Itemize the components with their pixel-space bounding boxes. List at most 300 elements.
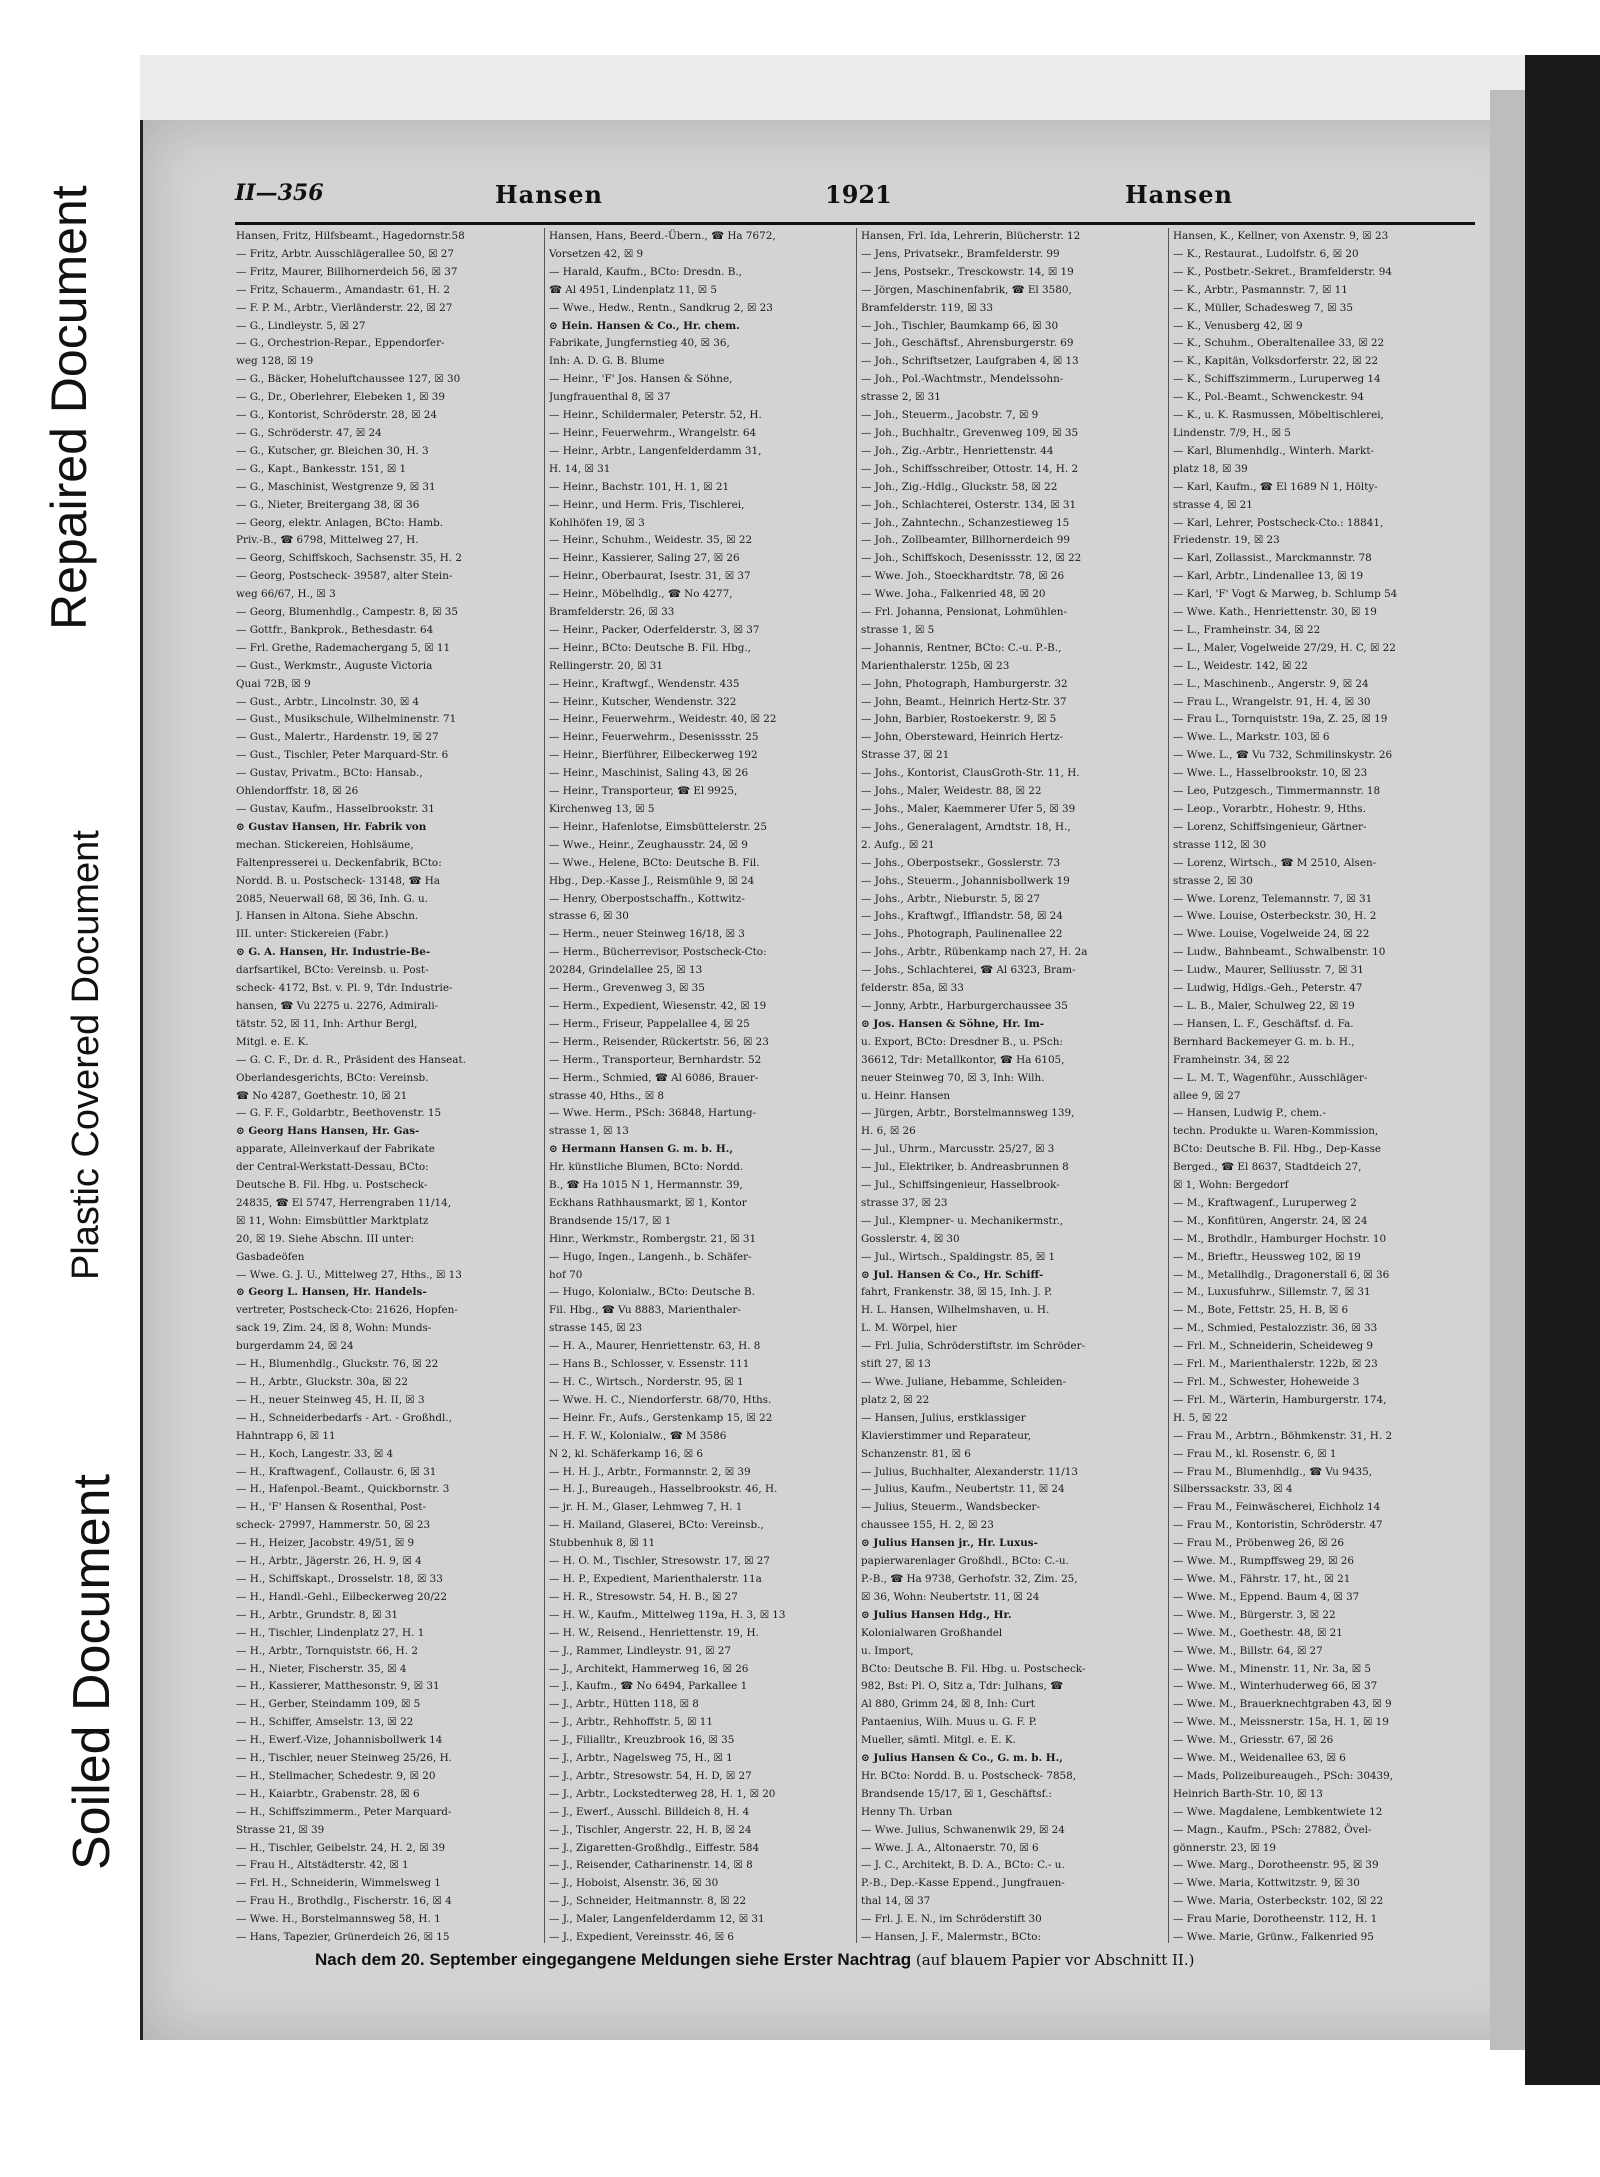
directory-entry: H. 6, ☒ 26 (861, 1125, 916, 1138)
directory-entry: Hinr., Werkmstr., Rombergstr. 21, ☒ 31 (549, 1232, 757, 1245)
directory-entry: — Fritz, Arbtr. Ausschlägerallee 50, ☒ 27 (236, 247, 454, 260)
directory-entry: — Frl. J. E. N., im Schröderstift 30 (861, 1913, 1042, 1926)
directory-entry: strasse 4, ☒ 21 (1173, 498, 1253, 511)
directory-entry: fahrt, Frankenstr. 38, ☒ 15, Inh. J. P. (861, 1286, 1053, 1299)
directory-entry: — Gust., Malertr., Hardenstr. 19, ☒ 27 (236, 731, 439, 744)
directory-entry: — G., Kutscher, gr. Bleichen 30, H. 3 (236, 444, 429, 457)
directory-entry: scheck- 4172, Bst. v. Pl. 9, Tdr. Industrie- (236, 982, 453, 995)
directory-entry: — H., 'F' Hansen & Rosenthal, Post- (236, 1501, 426, 1514)
soiled-document-label: Soiled Document (63, 1474, 121, 1870)
scan-top-margin (140, 55, 1530, 125)
directory-entry: — Wwe. M., Weidenallee 63, ☒ 6 (1173, 1752, 1346, 1765)
directory-entry: — Wwe. Herm., PSch: 36848, Hartung- (549, 1107, 756, 1120)
directory-entry: — Karl, Zollassist., Marckmannstr. 78 (1173, 552, 1372, 565)
directory-entry: — G., Maschinist, Westgrenze 9, ☒ 31 (236, 480, 436, 493)
directory-entry: — Wwe. Joh., Stoeckhardtstr. 78, ☒ 26 (861, 570, 1065, 583)
directory-entry: — Hans B., Schlosser, v. Essenstr. 111 (549, 1358, 750, 1371)
directory-entry: — Karl, Blumenhdlg., Winterh. Markt- (1173, 444, 1375, 457)
directory-entry: — H., Kaiarbtr., Grabenstr. 28, ☒ 6 (236, 1787, 420, 1800)
directory-entry: Inh: A. D. G. B. Blume (549, 355, 665, 368)
directory-entry: — Hansen, L. F., Geschäftsf. d. Fa. (1173, 1017, 1354, 1030)
directory-entry: ⊙ Hermann Hansen G. m. b. H., (549, 1143, 733, 1156)
directory-entry: — Joh., Steuerm., Jacobstr. 7, ☒ 9 (861, 409, 1039, 422)
directory-entry: — Frau M., kl. Rosenstr. 6, ☒ 1 (1173, 1447, 1337, 1460)
directory-entry: techn. Produkte u. Waren-Kommission, (1173, 1125, 1379, 1138)
directory-entry: — Jul., Uhrm., Marcusstr. 25/27, ☒ 3 (861, 1143, 1055, 1156)
directory-entry: — Wwe. L., Hasselbrookstr. 10, ☒ 23 (1173, 767, 1368, 780)
repaired-document-label: Repaired Document (41, 185, 97, 630)
directory-entry: — Heinr., Möbelhdlg., ☎ No 4277, (549, 588, 733, 601)
directory-entry: scheck- 27997, Hammerstr. 50, ☒ 23 (236, 1519, 431, 1532)
directory-entry: u. Heinr. Hansen (861, 1089, 951, 1102)
directory-entry: — Wwe. Marie, Grünw., Falkenried 95 (1173, 1931, 1374, 1943)
directory-entry: — Gustav, Kaufm., Hasselbrookstr. 31 (236, 803, 435, 815)
directory-entry: — Heinr., Kutscher, Wendenstr. 322 (549, 695, 737, 708)
directory-entry: Ohlendorffstr. 18, ☒ 26 (236, 785, 359, 798)
directory-entry: — H., Koch, Langestr. 33, ☒ 4 (236, 1447, 394, 1460)
directory-entry: — H., Kassierer, Matthesonstr. 9, ☒ 31 (236, 1680, 440, 1693)
directory-entry: — K., Venusberg 42, ☒ 9 (1173, 319, 1303, 332)
directory-entry: — H., Arbtr., Gluckstr. 30a, ☒ 22 (236, 1376, 408, 1388)
directory-entry: — Herm., Grevenweg 3, ☒ 35 (549, 982, 705, 995)
directory-entry: Hr. künstliche Blumen, BCto: Nordd. (549, 1161, 744, 1174)
directory-entry: — Julius, Buchhalter, Alexanderstr. 11/13 (861, 1465, 1079, 1478)
directory-entry: — H., Schiffer, Amselstr. 13, ☒ 22 (236, 1716, 414, 1729)
directory-entry: — Wwe. L., ☎ Vu 732, Schmilinskystr. 26 (1173, 749, 1393, 762)
directory-entry: — J., Reisender, Catharinenstr. 14, ☒ 8 (549, 1859, 753, 1872)
directory-entry: strasse 2, ☒ 31 (861, 391, 941, 404)
plastic-covered-document-label: Plastic Covered Document (65, 830, 107, 1280)
directory-entry: — Gustav, Privatm., BCto: Hansab., (236, 767, 423, 780)
directory-entry: — J., Architekt, Hammerweg 16, ☒ 26 (549, 1662, 749, 1675)
directory-entry: — Wwe. Julius, Schwanenwik 29, ☒ 24 (861, 1823, 1065, 1836)
directory-entry: — Herm., Reisender, Rückertstr. 56, ☒ 23 (549, 1035, 769, 1048)
directory-entry: — Heinr., Oberbaurat, Isestr. 31, ☒ 37 (549, 570, 751, 583)
directory-entry: — Jörgen, Maschinenfabrik, ☎ El 3580, (861, 283, 1072, 296)
directory-entry: — K., Pol.-Beamt., Schwenckestr. 94 (1173, 391, 1365, 404)
scan-right-border (1525, 55, 1600, 2085)
directory-entry: — Wwe. M., Fährstr. 17, ht., ☒ 21 (1173, 1572, 1351, 1585)
directory-entry: — Henry, Oberpostschaffn., Kottwitz- (549, 892, 745, 905)
directory-entry: — Hugo, Ingen., Langenh., b. Schäfer- (549, 1250, 752, 1263)
directory-entry: 24835, ☎ El 5747, Herrengraben 11/14, (236, 1196, 452, 1209)
directory-entry: hansen, ☎ Vu 2275 u. 2276, Admirali- (236, 999, 439, 1012)
footer-main: Nach dem 20. September eingegangene Meldungen siehe Erster Nachtrag (315, 1950, 912, 1969)
directory-entry: Faltenpresserei u. Deckenfabrik, BCto: (236, 856, 442, 869)
directory-column-2 (544, 228, 844, 1943)
directory-entry: — Frau M., Pröbenweg 26, ☒ 26 (1173, 1537, 1344, 1550)
directory-entry: Hansen, Frl. Ida, Lehrerin, Blücherstr. 12 (861, 230, 1081, 242)
directory-entry: ⊙ Georg L. Hansen, Hr. Handels- (236, 1286, 427, 1299)
directory-entry: Pantaenius, Wilh. Muus u. G. F. P. (861, 1716, 1037, 1729)
directory-entry: — G., Kontorist, Schröderstr. 28, ☒ 24 (236, 409, 438, 422)
directory-entry: — H., Kraftwagenf., Collaustr. 6, ☒ 31 (236, 1465, 437, 1478)
directory-entry: Berged., ☎ El 8637, Stadtdeich 27, (1173, 1161, 1362, 1174)
directory-entry: Rellingerstr. 20, ☒ 31 (549, 659, 664, 672)
directory-entry: — L., Weidestr. 142, ☒ 22 (1173, 659, 1308, 672)
directory-entry: — G., Nieter, Breitergang 38, ☒ 36 (236, 498, 420, 511)
directory-entry: darfsartikel, BCto: Vereinsb. u. Post- (236, 964, 429, 977)
header-rule (235, 222, 1475, 225)
directory-entry: — John, Beamt., Heinrich Hertz-Str. 37 (861, 695, 1067, 708)
directory-entry: — J., Arbtr., Rehhoffstr. 5, ☒ 11 (549, 1716, 713, 1729)
directory-entry: — Heinr., Bierführer, Eilbeckerweg 192 (549, 749, 758, 762)
directory-entry: — Frl. H., Schneiderin, Wimmelsweg 1 (236, 1877, 441, 1890)
directory-entry: neuer Steinweg 70, ☒ 3, Inh: Wilh. (861, 1071, 1045, 1084)
directory-entry: — Georg, Schiffskoch, Sachsenstr. 35, H. 2 (236, 552, 463, 565)
directory-entry: — H. H. J., Arbtr., Formannstr. 2, ☒ 39 (549, 1465, 751, 1478)
directory-entry: Brandsende 15/17, ☒ 1 (549, 1214, 672, 1227)
directory-entry: Hansen, K., Kellner, von Axenstr. 9, ☒ 23 (1173, 230, 1389, 242)
directory-entry: — Johannis, Rentner, BCto: C.-u. P.-B., (861, 641, 1062, 654)
directory-entry: — Wwe. M., Winterhuderweg 66, ☒ 37 (1173, 1680, 1378, 1693)
directory-entry: B., ☎ Ha 1015 N 1, Hermannstr. 39, (549, 1179, 743, 1192)
directory-entry: tätstr. 52, ☒ 11, Inh: Arthur Bergl, (236, 1017, 418, 1030)
directory-entry: allee 9, ☒ 27 (1173, 1089, 1241, 1102)
directory-entry: — Heinr., Kraftwgf., Wendenstr. 435 (549, 677, 740, 690)
directory-entry: — J., Zigaretten-Großhdlg., Eiffestr. 584 (549, 1841, 760, 1854)
directory-entry: — H., Tischler, neuer Steinweg 25/26, H. (236, 1752, 452, 1765)
directory-entry: Vorsetzen 42, ☒ 9 (549, 247, 644, 260)
directory-column-1 (232, 228, 532, 1943)
page-number: II—356 (235, 180, 324, 206)
directory-entry: — H., neuer Steinweg 45, H. II, ☒ 3 (236, 1393, 425, 1406)
directory-entry: — J., Hoboist, Alsenstr. 36, ☒ 30 (549, 1877, 719, 1890)
directory-entry: — Jul., Klempner- u. Mechanikermstr., (861, 1214, 1064, 1227)
directory-entry: 36612, Tdr: Metallkontor, ☎ Ha 6105, (861, 1053, 1065, 1066)
directory-entry: weg 128, ☒ 19 (236, 355, 314, 368)
directory-entry: — Ludwig, Hdlgs.-Geh., Peterstr. 47 (1173, 982, 1363, 995)
directory-entry: — Jul., Wirtsch., Spaldingstr. 85, ☒ 1 (861, 1250, 1056, 1263)
directory-entry: Kolonialwaren Großhandel (861, 1626, 1003, 1639)
header-name-left: Hansen (495, 180, 603, 209)
directory-entry: — H. W., Reisend., Henriettenstr. 19, H. (549, 1626, 759, 1639)
directory-entry: thal 14, ☒ 37 (861, 1895, 931, 1908)
directory-entry: 20284, Grindelallee 25, ☒ 13 (549, 964, 703, 977)
directory-entry: Mitgl. e. E. K. (236, 1035, 309, 1048)
directory-entry: — Johs., Kontorist, ClausGroth-Str. 11, H. (861, 767, 1080, 780)
directory-entry: — Frl. Johanna, Pensionat, Lohmühlen- (861, 606, 1067, 619)
header-year: 1921 (825, 180, 892, 209)
directory-entry: — Gottfr., Bankprok., Bethesdastr. 64 (236, 623, 434, 636)
directory-entry: — M., Bote, Fettstr. 25, H. B, ☒ 6 (1173, 1304, 1349, 1317)
directory-entry: — H., Handl.-Gehl., Eilbeckerweg 20/22 (236, 1590, 447, 1603)
directory-entry: sack 19, Zim. 24, ☒ 8, Wohn: Munds- (236, 1322, 432, 1335)
directory-entry: — J., Ewerf., Ausschl. Billdeich 8, H. 4 (549, 1805, 750, 1818)
directory-entry: ☒ 36, Wohn: Neubertstr. 11, ☒ 24 (861, 1590, 1040, 1603)
directory-entry: — Jonny, Arbtr., Harburgerchaussee 35 (861, 999, 1068, 1012)
directory-entry: — Frl. M., Schneiderin, Scheideweg 9 (1173, 1340, 1374, 1353)
directory-entry: ⊙ Hein. Hansen & Co., Hr. chem. (549, 319, 740, 332)
directory-entry: — Wwe. M., Minenstr. 11, Nr. 3a, ☒ 5 (1173, 1662, 1371, 1675)
directory-entry: ⊙ Gustav Hansen, Hr. Fabrik von (236, 820, 427, 833)
directory-entry: — Frau M., Feinwäscherei, Eichholz 14 (1173, 1501, 1381, 1514)
directory-entry: — G. C. F., Dr. d. R., Präsident des Hanseat. (236, 1053, 466, 1066)
directory-entry: Klavierstimmer und Reparateur, (861, 1429, 1032, 1442)
directory-entry: 2085, Neuerwall 68, ☒ 36, Inh. G. u. (236, 892, 429, 905)
directory-entry: felderstr. 85a, ☒ 33 (861, 982, 964, 995)
directory-entry: Priv.-B., ☎ 6798, Mittelweg 27, H. (236, 534, 419, 547)
directory-entry: — Frau H., Brothdlg., Fischerstr. 16, ☒ 4 (236, 1895, 452, 1908)
directory-entry: — G., Orchestrion-Repar., Eppendorfer- (236, 337, 445, 350)
directory-entry: — Heinr., Arbtr., Langenfelderdamm 31, (549, 444, 762, 457)
directory-entry: — Wwe. Louise, Vogelweide 24, ☒ 22 (1173, 928, 1370, 941)
directory-entry: — Wwe. Maria, Osterbeckstr. 102, ☒ 22 (1173, 1895, 1384, 1908)
directory-entry: — Wwe., Hedw., Rentn., Sandkrug 2, ☒ 23 (549, 301, 773, 314)
directory-column-4 (1168, 228, 1468, 1943)
directory-entry: — K., Kapitän, Volksdorferstr. 22, ☒ 22 (1173, 355, 1379, 368)
directory-entry: — L., Framheinstr. 34, ☒ 22 (1173, 623, 1321, 636)
directory-entry: — H. O. M., Tischler, Stresowstr. 17, ☒ 27 (549, 1555, 770, 1568)
directory-entry: strasse 145, ☒ 23 (549, 1322, 643, 1335)
directory-entry: — Heinr., BCto: Deutsche B. Fil. Hbg., (549, 641, 751, 654)
directory-entry: ⊙ Jul. Hansen & Co., Hr. Schiff- (861, 1268, 1044, 1281)
directory-entry: strasse 2, ☒ 30 (1173, 874, 1253, 887)
directory-entry: — Wwe. J. A., Altonaerstr. 70, ☒ 6 (861, 1841, 1039, 1854)
directory-entry: — Frau M., Blumenhdlg., ☎ Vu 9435, (1173, 1465, 1373, 1478)
directory-entry: — Mads, Polizeibureaugeh., PSch: 30439, (1173, 1769, 1394, 1782)
directory-entry: — G., Bäcker, Hoheluftchaussee 127, ☒ 30 (236, 373, 461, 386)
directory-entry: Marienthalerstr. 125b, ☒ 23 (861, 659, 1010, 672)
directory-entry: — Heinr., Hafenlotse, Eimsbüttelerstr. 25 (549, 820, 767, 833)
directory-entry: ⊙ Julius Hansen Hdg., Hr. (861, 1608, 1012, 1621)
directory-entry: chaussee 155, H. 2, ☒ 23 (861, 1519, 994, 1532)
directory-entry: — G. F. F., Goldarbtr., Beethovenstr. 15 (236, 1107, 442, 1120)
directory-entry: — J., Filialltr., Kreuzbrook 16, ☒ 35 (549, 1734, 735, 1747)
directory-entry: — Frl. M., Schwester, Hoheweide 3 (1173, 1376, 1360, 1388)
directory-entry: — Wwe. M., Goethestr. 48, ☒ 21 (1173, 1626, 1343, 1639)
directory-entry: strasse 6, ☒ 30 (549, 910, 629, 923)
directory-entry: — M., Brothdlr., Hamburger Hochstr. 10 (1173, 1232, 1387, 1245)
directory-entry: — Jul., Elektriker, b. Andreasbrunnen 8 (861, 1161, 1069, 1174)
directory-entry: — J., Tischler, Angerstr. 22, H. B, ☒ 24 (549, 1823, 752, 1836)
directory-entry: — Julius, Kaufm., Neubertstr. 11, ☒ 24 (861, 1483, 1065, 1496)
directory-entry: — J., Arbtr., Stresowstr. 54, H. D, ☒ 27 (549, 1769, 752, 1782)
directory-entry: — Wwe. Louise, Osterbeckstr. 30, H. 2 (1173, 910, 1377, 923)
directory-entry: gönnerstr. 23, ☒ 19 (1173, 1841, 1277, 1854)
directory-entry: — Leo, Putzgesch., Timmermannstr. 18 (1173, 785, 1381, 798)
directory-entry: — Johs., Photograph, Paulinenallee 22 (861, 928, 1063, 941)
directory-entry: — G., Dr., Oberlehrer, Elebeken 1, ☒ 39 (236, 391, 445, 404)
directory-entry: Nordd. B. u. Postscheck- 13148, ☎ Ha (236, 874, 440, 887)
directory-entry: — Johs., Kraftwgf., Ifflandstr. 58, ☒ 24 (861, 910, 1063, 923)
directory-entry: — Hansen, Ludwig P., chem.- (1173, 1107, 1326, 1120)
directory-entry: — H. A., Maurer, Henriettenstr. 63, H. 8 (549, 1340, 761, 1353)
directory-entry: — Fritz, Maurer, Billhornerdeich 56, ☒ 37 (236, 265, 458, 278)
directory-entry: — Gust., Werkmstr., Auguste Victoria (236, 659, 433, 672)
directory-entry: — Fritz, Schauerm., Amandastr. 61, H. 2 (236, 283, 450, 296)
directory-entry: — Joh., Pol.-Wachtmstr., Mendelssohn- (861, 373, 1064, 386)
directory-entry: — M., Brieftr., Heussweg 102, ☒ 19 (1173, 1250, 1361, 1263)
directory-entry: — Joh., Buchhaltr., Grevenweg 109, ☒ 35 (861, 426, 1079, 439)
directory-entry: Lindenstr. 7/9, H., ☒ 5 (1173, 426, 1291, 439)
directory-entry: — Joh., Tischler, Baumkamp 66, ☒ 30 (861, 319, 1059, 332)
directory-entry: — K., u. K. Rasmussen, Möbeltischlerei, (1173, 409, 1384, 422)
directory-entry: — Johs., Maler, Kaemmerer Ufer 5, ☒ 39 (861, 803, 1076, 815)
directory-entry: — H., Schneiderbedarfs - Art. - Großhdl., (236, 1411, 452, 1424)
directory-entry: — H. F. W., Kolonialw., ☎ M 3586 (549, 1429, 727, 1442)
directory-entry: — Heinr., Schildermaler, Peterstr. 52, H. (549, 409, 762, 422)
directory-entry: — Frau L., Tornquiststr. 19a, Z. 25, ☒ 19 (1173, 713, 1388, 726)
directory-entry: — G., Kapt., Bankesstr. 151, ☒ 1 (236, 462, 407, 475)
directory-entry: Strasse 37, ☒ 21 (861, 749, 950, 762)
directory-entry: — H. J., Bureaugeh., Hasselbrookstr. 46, H. (549, 1483, 778, 1496)
directory-entry: — Wwe. Juliane, Hebamme, Schleiden- (861, 1376, 1067, 1388)
directory-entry: — J., Schneider, Heitmannstr. 8, ☒ 22 (549, 1895, 747, 1908)
directory-entry: — J., Arbtr., Nagelsweg 75, H., ☒ 1 (549, 1752, 733, 1765)
directory-entry: L. M. Wörpel, hier (861, 1322, 957, 1335)
directory-entry: — Magn., Kaufm., PSch: 27882, Övel- (1173, 1823, 1372, 1836)
directory-entry: weg 66/67, H., ☒ 3 (236, 588, 336, 601)
directory-entry: 20, ☒ 19. Siehe Abschn. III unter: (236, 1232, 415, 1245)
directory-columns (232, 228, 1482, 1943)
directory-column-3 (856, 228, 1156, 1943)
directory-entry: J. Hansen in Altona. Siehe Abschn. (236, 910, 419, 923)
directory-entry: — Georg, elektr. Anlagen, BCto: Hamb. (236, 516, 444, 529)
directory-entry: — Heinr., Packer, Oderfelderstr. 3, ☒ 37 (549, 623, 760, 636)
scan-right-edge (1490, 90, 1530, 2050)
stamp-strip (0, 0, 135, 2177)
directory-entry: mechan. Stickereien, Hohlsäume, (236, 838, 414, 851)
directory-entry: Hansen, Fritz, Hilfsbeamt., Hagedornstr.58 (236, 230, 465, 242)
directory-entry: — Frau M., Kontoristin, Schröderstr. 47 (1173, 1519, 1383, 1532)
directory-entry: Quai 72B, ☒ 9 (236, 677, 311, 690)
directory-entry: — Ludw., Maurer, Selliusstr. 7, ☒ 31 (1173, 964, 1364, 977)
directory-entry: — G., Schröderstr. 47, ☒ 24 (236, 426, 382, 439)
directory-entry: — Wwe. L., Markstr. 103, ☒ 6 (1173, 731, 1330, 744)
directory-entry: — G., Lindleystr. 5, ☒ 27 (236, 319, 366, 332)
footer-tail: (auf blauem Papier vor Abschnitt II.) (915, 1951, 1195, 1969)
directory-entry: — Frau M., Arbtrn., Böhmkenstr. 31, H. 2 (1173, 1429, 1393, 1442)
directory-entry: — Wwe. Joha., Falkenried 48, ☒ 20 (861, 588, 1046, 601)
directory-entry: — Heinr., Maschinist, Saling 43, ☒ 26 (549, 767, 749, 780)
directory-entry: — Johs., Generalagent, Arndtstr. 18, H., (861, 820, 1071, 833)
directory-entry: — Karl, Lehrer, Postscheck-Cto.: 18841, (1173, 516, 1384, 529)
directory-entry: — J., Arbtr., Lockstedterweg 28, H. 1, ☒ 20 (549, 1787, 776, 1800)
directory-entry: — Joh., Schriftsetzer, Laufgraben 4, ☒ 13 (861, 355, 1079, 368)
page-header (235, 180, 1475, 220)
directory-entry: Framheinstr. 34, ☒ 22 (1173, 1053, 1290, 1066)
directory-entry: — L., Maler, Vogelweide 27/29, H. C, ☒ 22 (1173, 641, 1396, 654)
directory-entry: — H., Schiffszimmerm., Peter Marquard- (236, 1805, 452, 1818)
directory-entry: Heinrich Barth-Str. 10, ☒ 13 (1173, 1787, 1323, 1800)
directory-entry: — John, Barbier, Rostoekerstr. 9, ☒ 5 (861, 713, 1057, 726)
directory-entry: — F. P. M., Arbtr., Vierländerstr. 22, ☒ 27 (236, 301, 453, 314)
footer-note (315, 1950, 1465, 1980)
directory-entry: — Wwe., Heinr., Zeughausstr. 24, ☒ 9 (549, 838, 748, 851)
directory-entry: — John, Obersteward, Heinrich Hertz- (861, 731, 1064, 744)
directory-entry: Hbg., Dep.-Kasse J., Reismühle 9, ☒ 24 (549, 874, 755, 887)
directory-entry: — Heinr., Transporteur, ☎ El 9925, (549, 785, 738, 798)
directory-entry: H. 5, ☒ 22 (1173, 1411, 1228, 1424)
directory-entry: — Lorenz, Wirtsch., ☎ M 2510, Alsen- (1173, 856, 1377, 869)
directory-entry: — M., Luxusfuhrw., Sillemstr. 7, ☒ 31 (1173, 1286, 1371, 1299)
directory-entry: — Johs., Schlachterei, ☎ Al 6323, Bram- (861, 964, 1076, 977)
directory-entry: — Joh., Zig.-Hdlg., Gluckstr. 58, ☒ 22 (861, 480, 1058, 493)
directory-entry: — K., Müller, Schadesweg 7, ☒ 35 (1173, 301, 1353, 314)
directory-entry: Henny Th. Urban (861, 1805, 953, 1818)
directory-entry: — Frl. Julia, Schröderstiftstr. im Schröder- (861, 1340, 1086, 1353)
directory-entry: — Herm., Expedient, Wiesenstr. 42, ☒ 19 (549, 999, 767, 1012)
directory-entry: — Heinr., Feuerwehrm., Wrangelstr. 64 (549, 426, 757, 439)
directory-entry: — Johs., Arbtr., Nieburstr. 5, ☒ 27 (861, 892, 1040, 905)
directory-entry: — Hugo, Kolonialw., BCto: Deutsche B. (549, 1286, 755, 1299)
directory-entry: H. L. Hansen, Wilhelmshaven, u. H. (861, 1304, 1050, 1317)
directory-entry: ☎ No 4287, Goethestr. 10, ☒ 21 (236, 1089, 408, 1102)
directory-entry: — Heinr., Schuhm., Weidestr. 35, ☒ 22 (549, 534, 753, 547)
directory-entry: — Hansen, Julius, erstklassiger (861, 1411, 1026, 1424)
directory-entry: — Wwe. M., Rumpffsweg 29, ☒ 26 (1173, 1555, 1354, 1568)
directory-entry: strasse 112, ☒ 30 (1173, 838, 1267, 851)
directory-entry: — Harald, Kaufm., BCto: Dresdn. B., (549, 265, 742, 278)
directory-entry: — Wwe. M., Bürgerstr. 3, ☒ 22 (1173, 1608, 1336, 1621)
directory-entry: platz 18, ☒ 39 (1173, 462, 1248, 475)
directory-entry: — Frl. Grethe, Rademachergang 5, ☒ 11 (236, 641, 451, 654)
directory-entry: — H., Tischler, Geibelstr. 24, H. 2, ☒ 39 (236, 1841, 446, 1854)
directory-entry: — Frau L., Wrangelstr. 91, H. 4, ☒ 30 (1173, 695, 1371, 708)
directory-entry: III. unter: Stickereien (Fabr.) (236, 928, 389, 941)
directory-entry: — H., Hafenpol.-Beamt., Quickbornstr. 3 (236, 1483, 450, 1496)
directory-entry: Hansen, Hans, Beerd.-Übern., ☎ Ha 7672, (549, 230, 776, 242)
directory-entry: — Wwe. M., Billstr. 64, ☒ 27 (1173, 1644, 1323, 1657)
directory-entry: — Joh., Schiffskoch, Desenissstr. 12, ☒ 22 (861, 552, 1082, 565)
directory-entry: — John, Photograph, Hamburgerstr. 32 (861, 677, 1068, 690)
directory-entry: — J., Maler, Langenfelderdamm 12, ☒ 31 (549, 1913, 765, 1926)
directory-entry: Gasbadeöfen (236, 1250, 305, 1263)
directory-entry: — Heinr., Kassierer, Saling 27, ☒ 26 (549, 552, 740, 565)
directory-entry: — Frl. M., Wärterin, Hamburgerstr. 174, (1173, 1393, 1387, 1406)
directory-entry: Hr. BCto: Nordd. B. u. Postscheck- 7858, (861, 1769, 1077, 1782)
directory-entry: — M., Schmied, Pestalozzistr. 36, ☒ 33 (1173, 1322, 1378, 1335)
directory-entry: Brandsende 15/17, ☒ 1, Geschäftsf.: (861, 1787, 1052, 1800)
directory-entry: vertreter, Postscheck-Cto: 21626, Hopfen- (236, 1304, 458, 1317)
directory-entry: 2. Aufg., ☒ 21 (861, 838, 935, 851)
directory-entry: u. Export, BCto: Dresdner B., u. PSch: (861, 1035, 1063, 1048)
directory-entry: — H., Schiffskapt., Drosselstr. 18, ☒ 33 (236, 1572, 443, 1585)
directory-entry: — H. Mailand, Glaserei, BCto: Vereinsb., (549, 1519, 764, 1532)
directory-entry: Hahntrapp 6, ☒ 11 (236, 1429, 336, 1442)
directory-entry: — K., Arbtr., Pasmannstr. 7, ☒ 11 (1173, 283, 1348, 296)
directory-entry: — Wwe. H., Borstelmannsweg 58, H. 1 (236, 1913, 441, 1926)
directory-entry: Al 880, Grimm 24, ☒ 8, Inh: Curt (861, 1698, 1035, 1711)
directory-entry: — Heinr., Feuerwehrm., Desenissstr. 25 (549, 731, 759, 744)
directory-entry: — Hans, Tapezier, Grünerdeich 26, ☒ 15 (236, 1931, 450, 1943)
directory-entry: Fil. Hbg., ☎ Vu 8883, Marienthaler- (549, 1304, 741, 1317)
directory-entry: H. 14, ☒ 31 (549, 462, 611, 475)
directory-entry: strasse 1, ☒ 5 (861, 623, 935, 636)
directory-entry: — M., Metallhdlg., Dragonerstall 6, ☒ 36 (1173, 1268, 1390, 1281)
directory-entry: strasse 1, ☒ 13 (549, 1125, 629, 1138)
directory-entry: — Georg, Blumenhdlg., Campestr. 8, ☒ 35 (236, 606, 458, 619)
directory-entry: — L., Maschinenb., Angerstr. 9, ☒ 24 (1173, 677, 1369, 690)
directory-entry: Eckhans Rathhausmarkt, ☒ 1, Kontor (549, 1196, 747, 1209)
directory-entry: — Frau H., Altstädterstr. 42, ☒ 1 (236, 1859, 409, 1872)
directory-entry: — L. B., Maler, Schulweg 22, ☒ 19 (1173, 999, 1355, 1012)
directory-entry: u. Import, (861, 1644, 914, 1657)
directory-entry: — K., Schiffszimmerm., Luruperweg 14 (1173, 373, 1381, 386)
directory-entry: — Wwe. M., Griesstr. 67, ☒ 26 (1173, 1734, 1334, 1747)
directory-entry: Fabrikate, Jungfernstieg 40, ☒ 36, (549, 337, 730, 350)
directory-entry: — Georg, Postscheck- 39587, alter Stein- (236, 570, 453, 583)
directory-entry: N 2, kl. Schäferkamp 16, ☒ 6 (549, 1447, 703, 1460)
directory-entry: — Wwe. G. J. U., Mittelweg 27, Hths., ☒ 13 (236, 1268, 462, 1281)
directory-entry: — Frau Marie, Dorotheenstr. 112, H. 1 (1173, 1913, 1378, 1926)
directory-entry: P.-B., ☎ Ha 9738, Gerhofstr. 32, Zim. 25, (861, 1572, 1078, 1585)
directory-entry: — Herm., Transporteur, Bernhardstr. 52 (549, 1053, 762, 1066)
directory-entry: — Herm., Bücherrevisor, Postscheck-Cto: (549, 946, 767, 959)
directory-entry: burgerdamm 24, ☒ 24 (236, 1340, 354, 1353)
directory-entry: 982, Bst: Pl. O, Sitz a, Tdr: Julhans, ☎ (861, 1680, 1064, 1693)
